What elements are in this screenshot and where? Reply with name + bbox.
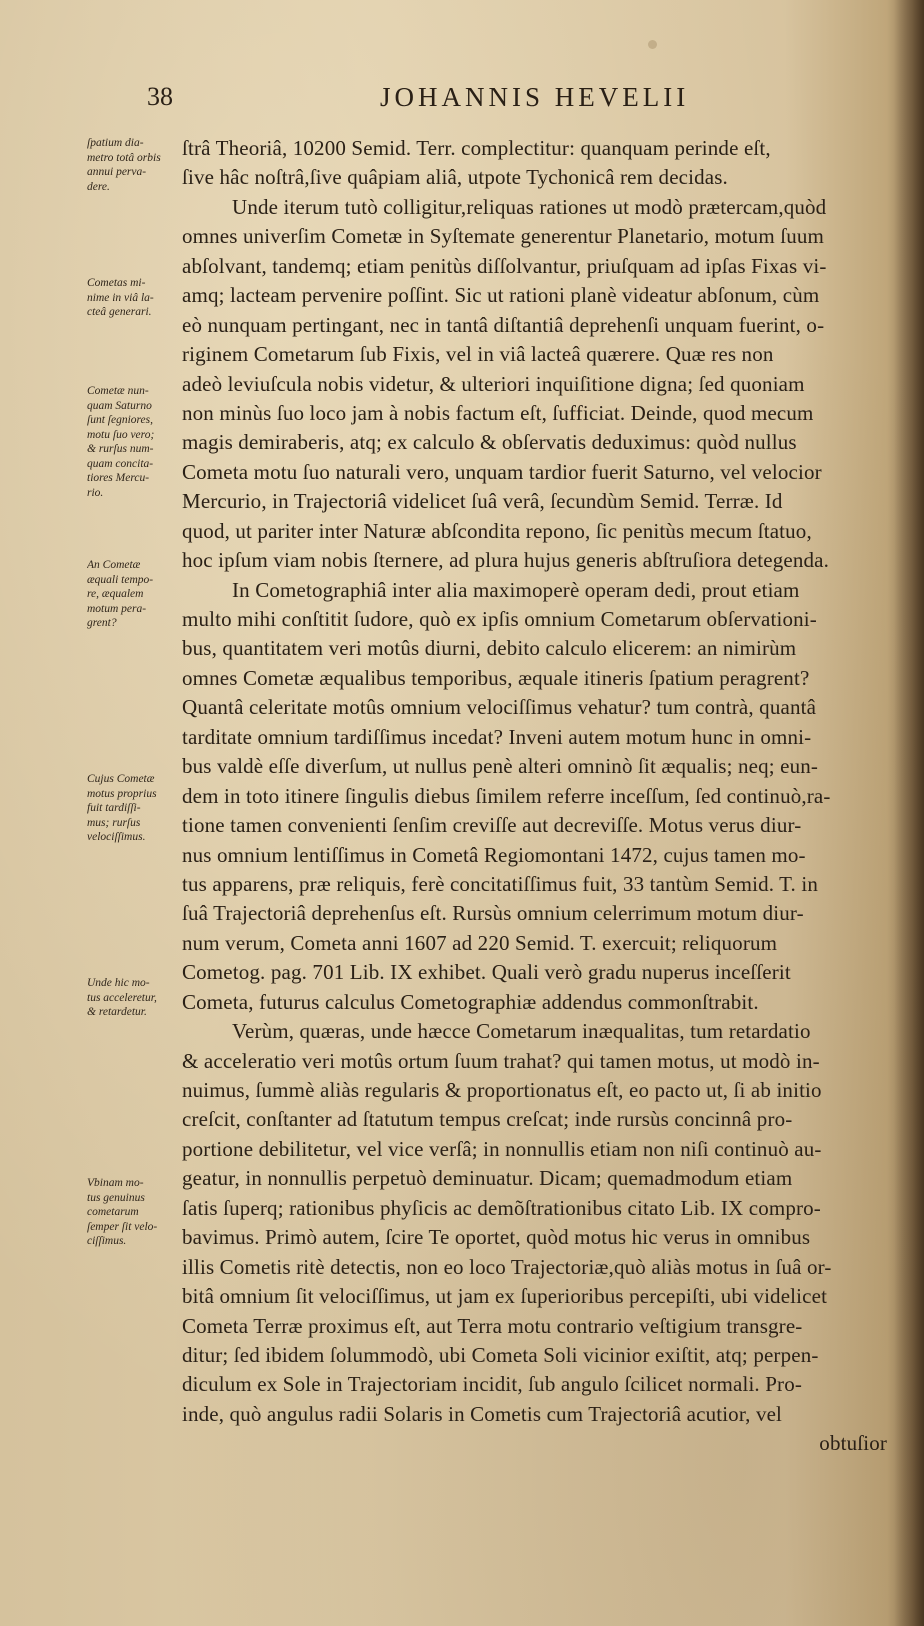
text-line: Verùm, quæras, unde hæcce Cometarum inæqualitas, tum retardatio — [232, 1019, 811, 1044]
margin-note — [87, 772, 182, 845]
margin-note — [87, 976, 182, 1020]
margin-note-line: tus genuinus — [87, 1191, 145, 1204]
text-line: In Cometographiâ inter alia maximoperè operam dedi, prout etiam — [232, 577, 800, 602]
text-line: tione tamen convenienti ſenſim creviſſe aut decreviſſe. Motus verus diur- — [182, 813, 802, 838]
page-number: 38 — [147, 82, 173, 111]
text-line: illis Cometis ritè detectis, non eo loco Trajectoriæ,quò aliàs motus in ſuâ or- — [182, 1254, 832, 1279]
margin-note-line: motu ſuo vero; — [87, 428, 155, 441]
text-line: bitâ omnium ſit velociſſimus, ut jam ex ſuperioribus percepiſti, ubi videlicet — [182, 1284, 828, 1309]
text-line: Cometa motu ſuo naturali vero, unquam tardior fuerit Saturno, vel velocior — [182, 459, 822, 484]
margin-note-line: re, æqualem — [87, 588, 144, 600]
text-line: Unde iterum tutò colligitur,reliquas rationes ut modò prætercam,quòd — [232, 194, 827, 219]
margin-note-line: Cometæ nun- — [87, 385, 149, 397]
margin-note-line: velociſſimus. — [87, 831, 146, 843]
text-line: obtuſior — [819, 1431, 887, 1456]
margin-note-line: æquali tempo- — [87, 573, 154, 586]
text-line: Cometa, futurus calculus Cometographiæ addendus commonſtrabit. — [182, 989, 759, 1014]
text-line: nuimus, ſummè aliàs regularis & proportionatus eſt, eo pacto ut, ſi ab initio — [182, 1078, 822, 1102]
margin-note-line: cteâ generari. — [87, 306, 152, 318]
margin-note — [87, 136, 182, 194]
margin-note-line: dere. — [87, 180, 110, 193]
text-line: ſatis ſuperq; rationibus phyſicis ac demõſtrationibus citato Lib. IX compro- — [182, 1195, 821, 1220]
margin-note-line: Vbinam mo- — [87, 1177, 144, 1189]
margin-note-line: & rurſus num- — [87, 443, 154, 455]
text-line: Cometa Terræ proximus eſt, aut Terra motu contrario veſtigium transgre- — [182, 1313, 803, 1338]
text-line: non minùs ſuo loco jam à nobis factum eſt, ſufficiat. Deinde, quod mecum — [182, 400, 814, 425]
margin-note-line: tus acceleretur, — [87, 991, 157, 1004]
main-text — [182, 134, 892, 1459]
running-title: JOHANNIS HEVELII — [380, 82, 690, 112]
text-line: Mercurio, in Trajectoriâ videlicet ſuâ verâ, ſecundùm Semid. Terræ. Id — [182, 489, 783, 514]
margin-note-line: motus proprius — [87, 787, 157, 800]
spine-shadow — [894, 0, 924, 1626]
text-line: bavimus. Primò autem, ſcire Te oportet, quòd motus hic verus in omnibus — [182, 1225, 811, 1250]
margin-note-line: Cometas mi- — [87, 277, 146, 289]
foxing-spot — [648, 40, 657, 49]
text-line: num verum, Cometa anni 1607 ad 220 Semid. T. exercuit; reliquorum — [182, 930, 778, 955]
text-line: hoc ipſum viam nobis ſternere, ad plura hujus generis abſtruſiora detegenda. — [182, 548, 830, 573]
text-line: magis demiraberis, atq; ex calculo & obſervatis deduximus: quòd nullus — [182, 430, 797, 455]
text-line: tarditate omnium tardiſſimus incedat? Inveni autem motum hunc in omni- — [182, 724, 812, 749]
margin-note — [87, 558, 182, 631]
margin-note-line: tiores Mercu- — [87, 472, 150, 484]
text-line: tus apparens, præ reliquis, ferè concitatiſſimus fuit, 33 tantùm Semid. T. in — [182, 871, 818, 896]
margin-note-line: nime in viâ la- — [87, 291, 154, 304]
margin-note-line: rio. — [87, 486, 104, 499]
text-line: omnes univerſim Cometæ in Syſtemate generentur Planetario, motum ſuum — [182, 224, 824, 249]
text-line: portione debilitetur, vel vice verſâ; in nonnullis etiam non niſi continuò au- — [182, 1136, 822, 1161]
margin-note-line: ciſſimus. — [87, 1235, 127, 1247]
text-line: bus, quantitatem veri motûs diurni, debito calculo elicerem: an nimirùm — [182, 636, 797, 661]
margin-note-line: motum pera- — [87, 602, 147, 615]
text-line: abſolvant, tandemq; etiam penitùs diſſolvantur, priuſquam ad ipſas Fixas vi- — [182, 253, 827, 278]
margin-note-line: cometarum — [87, 1206, 139, 1218]
text-line: eò nunquam pertingant, nec in tantâ diſtantiâ deprehenſi unquam fuerint, o- — [182, 312, 825, 337]
text-line: geatur, in nonnullis perpetuò deminuatur. Dicam; quemadmodum etiam — [182, 1166, 793, 1191]
text-line: bus valdè eſſe diverſum, ut nullus penè alteri omninò ſit æqualis; neq; eun- — [182, 754, 819, 779]
margin-note-line: fuit tardiſſi- — [87, 802, 141, 814]
margin-note-line: Unde hic mo- — [87, 977, 150, 989]
text-line: inde, quò angulus radii Solaris in Cometis cum Trajectoriâ acutior, vel — [182, 1401, 783, 1426]
text-line: adeò leviuſcula nobis videtur, & ulteriori inquiſitione digna; ſed quoniam — [182, 371, 805, 396]
margin-note-line: quam Saturno — [87, 399, 152, 412]
margin-note-line: quam concita- — [87, 457, 154, 470]
text-line: riginem Cometarum ſub Fixis, vel in viâ lacteâ quærere. Quæ res non — [182, 342, 774, 367]
margin-note — [87, 1176, 182, 1249]
margin-note — [87, 276, 182, 320]
page-header — [140, 82, 860, 122]
margin-note-line: ſunt ſegniores, — [87, 414, 154, 426]
text-line: omnes Cometæ æqualibus temporibus, æquale itineris ſpatium peragrent? — [182, 665, 810, 690]
text-line: amq; lacteam pervenire poſſint. Sic ut rationi planè videatur abſonum, cùm — [182, 283, 820, 308]
text-line: diculum ex Sole in Trajectoriam incidit, ſub angulo ſcilicet normali. Pro- — [182, 1372, 802, 1397]
text-line: ſtrâ Theoriâ, 10200 Semid. Terr. complectitur: quanquam perinde eſt, — [182, 136, 771, 160]
margin-note-line: grent? — [87, 617, 117, 629]
margin-note-line: Cujus Cometæ — [87, 773, 155, 785]
text-line: nus omnium lentiſſimus in Cometâ Regiomontani 1472, cujus tamen mo- — [182, 842, 806, 867]
margin-note-line: annui perva- — [87, 166, 147, 178]
text-line: ſive hâc noſtrâ,ſive quâpiam aliâ, utpote Tychonicâ rem decidas. — [182, 165, 728, 190]
text-line: & acceleratio veri motûs ortum ſuum trahat? qui tamen motus, ut modò in- — [182, 1048, 820, 1073]
text-line: multo mihi conſtitit ſudore, quò ex ipſis omnium Cometarum obſervationi- — [182, 607, 817, 631]
text-line: dem in toto itinere ſingulis diebus ſimilem referre inceſſum, ſed continuò,ra- — [182, 783, 831, 808]
margin-note-line: ſemper ſit velo- — [87, 1220, 158, 1233]
margin-note-line: metro totâ orbis — [87, 151, 161, 164]
text-line: Quantâ celeritate motûs omnium velociſſimus vehatur? tum contrà, quantâ — [182, 695, 817, 720]
margin-note-line: mus; rurſus — [87, 816, 141, 829]
text-line: creſcit, conſtanter ad ſtatutum tempus creſcat; inde rursùs concinnâ pro- — [182, 1107, 793, 1132]
margin-note — [87, 384, 182, 500]
margin-note-line: & retardetur. — [87, 1006, 147, 1018]
margin-note-line: ſpatium dia- — [87, 137, 144, 149]
text-line: ditur; ſed ibidem ſolummodò, ubi Cometa Soli vicinior exiſtit, atq; perpen- — [182, 1342, 819, 1367]
text-line: ſuâ Trajectoriâ deprehenſus eſt. Rursùs omnium celerrimum motum diur- — [182, 901, 804, 926]
margin-note-line: An Cometæ — [87, 559, 141, 571]
text-line: Cometog. pag. 701 Lib. IX exhibet. Quali verò gradu nuperus inceſſerit — [182, 960, 791, 985]
text-line: quod, ut pariter inter Naturæ abſcondita repono, ſic penitùs mecum ſtatuo, — [182, 518, 812, 543]
